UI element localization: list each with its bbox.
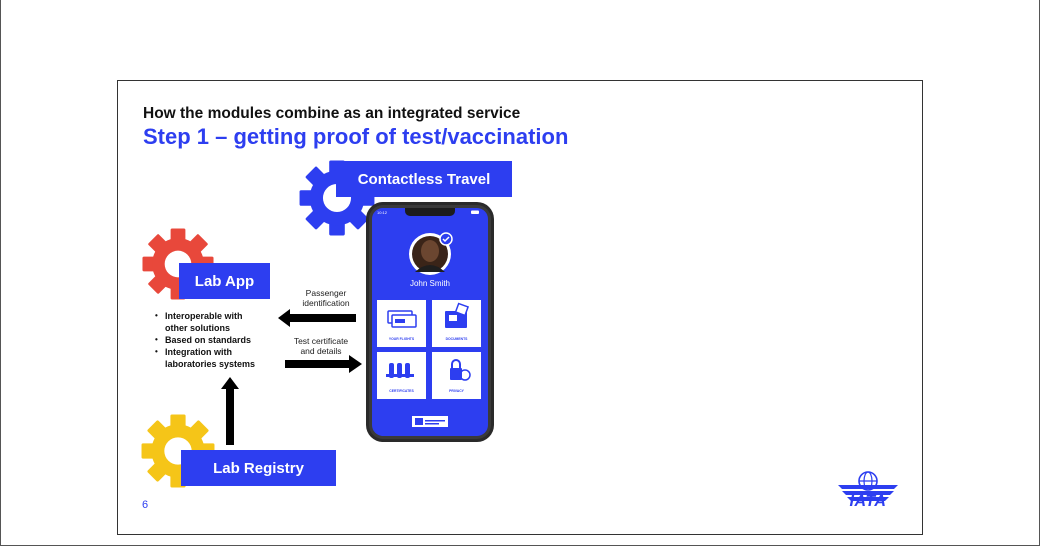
feature-line: Interoperable with bbox=[165, 311, 243, 321]
test-certificate-caption bbox=[284, 336, 358, 356]
caption-line: and details bbox=[300, 346, 342, 356]
contactless-travel-label: Contactless Travel bbox=[336, 161, 512, 197]
phone-user-name: John Smith bbox=[409, 279, 451, 288]
phone-frame bbox=[365, 201, 495, 443]
page-number: 6 bbox=[142, 499, 149, 511]
iata-logo-text: IATA bbox=[849, 493, 887, 510]
lab-registry-label: Lab Registry bbox=[181, 450, 336, 486]
svg-text:10:12: 10:12 bbox=[377, 210, 388, 215]
feature-item bbox=[154, 346, 255, 370]
feature-line: other solutions bbox=[165, 323, 230, 333]
tile-label-your-flights: YOUR FLIGHTS bbox=[388, 337, 415, 341]
feature-line: Integration with bbox=[165, 347, 232, 357]
caption-line: Test certificate bbox=[293, 336, 349, 346]
passenger-identification-caption bbox=[290, 288, 362, 308]
slide-heading: How the modules combine as an integrated service bbox=[143, 105, 521, 122]
arrow-up-from-registry bbox=[220, 377, 240, 445]
arrow-to-lab-app bbox=[278, 308, 358, 328]
slide bbox=[117, 80, 923, 535]
caption-line: identification bbox=[302, 298, 350, 308]
feature-item bbox=[154, 310, 255, 334]
caption-line: Passenger bbox=[305, 288, 347, 298]
feature-line: Based on standards bbox=[165, 335, 252, 345]
tile-label-privacy: PRIVACY bbox=[449, 389, 464, 393]
iata-logo bbox=[836, 471, 900, 518]
arrow-to-phone bbox=[285, 354, 363, 374]
phone-mockup bbox=[365, 201, 495, 443]
lab-app-label: Lab App bbox=[179, 263, 270, 299]
slide-title: Step 1 – getting proof of test/vaccination bbox=[143, 124, 569, 149]
tile-label-documents: DOCUMENTS bbox=[445, 337, 468, 341]
feature-item bbox=[154, 334, 255, 346]
tile-label-certificates: CERTIFICATES bbox=[389, 389, 414, 393]
lab-app-feature-list bbox=[154, 310, 255, 370]
feature-line: laboratories systems bbox=[165, 359, 256, 369]
